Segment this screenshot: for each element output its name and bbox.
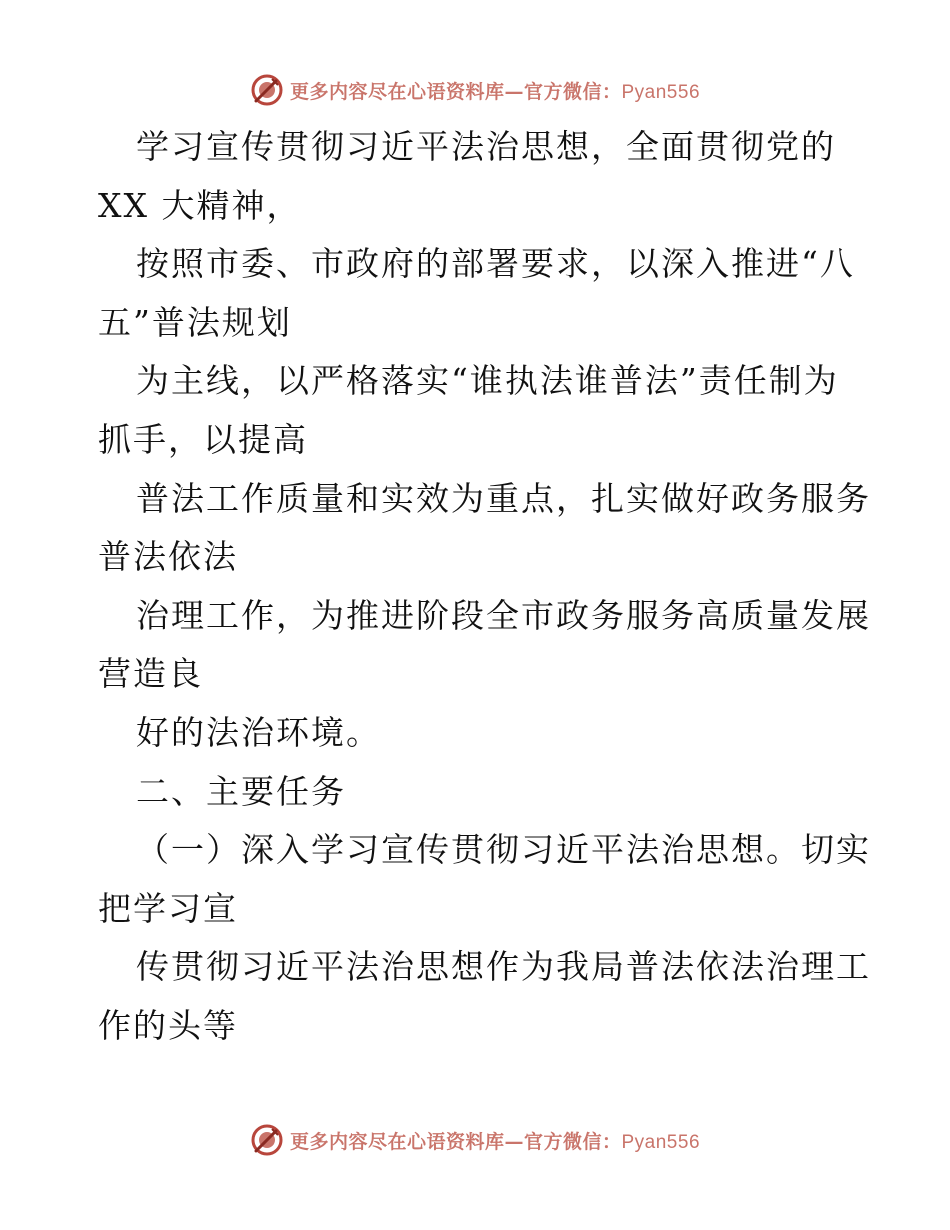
paragraph-line: 传贯彻习近平法治思想作为我局普法依法治理工 xyxy=(136,947,871,987)
paragraph-line: 五”普法规划 xyxy=(98,302,292,342)
seal-logo-icon xyxy=(250,73,284,107)
paragraph-line: 作的头等 xyxy=(98,1005,238,1045)
watermark-text: 更多内容尽在心语资料库—官方微信：Pyan556 xyxy=(289,1130,701,1153)
document-body xyxy=(98,118,871,1056)
paragraph-line: 治理工作，为推进阶段全市政务服务高质量发展 xyxy=(136,595,871,635)
paragraph-line: 营造良 xyxy=(98,654,203,694)
paragraph-line: 普法工作质量和实效为重点，扎实做好政务服务 xyxy=(136,478,871,518)
paragraph-line: 抓手，以提高 xyxy=(98,419,308,459)
footer-watermark xyxy=(0,1120,950,1160)
header-watermark xyxy=(0,70,950,110)
paragraph-line: 为主线，以严格落实“谁执法谁普法”责任制为 xyxy=(136,361,839,401)
paragraph-line: XX 大精神， xyxy=(98,185,302,225)
paragraph-line: 学习宣传贯彻习近平法治思想，全面贯彻党的 xyxy=(136,127,836,166)
subsection-heading: （一）深入学习宣传贯彻习近平法治思想。切实 xyxy=(136,830,871,870)
paragraph-line: 按照市委、市政府的部署要求，以深入推进“八 xyxy=(136,244,855,284)
paragraph-line: 把学习宣 xyxy=(98,888,238,928)
paragraph-line: 好的法治环境。 xyxy=(136,712,381,752)
watermark-text: 更多内容尽在心语资料库—官方微信：Pyan556 xyxy=(289,80,701,103)
section-heading: 二、主要任务 xyxy=(136,771,346,811)
paragraph-line: 普法依法 xyxy=(98,537,238,577)
seal-logo-icon xyxy=(250,1123,284,1157)
